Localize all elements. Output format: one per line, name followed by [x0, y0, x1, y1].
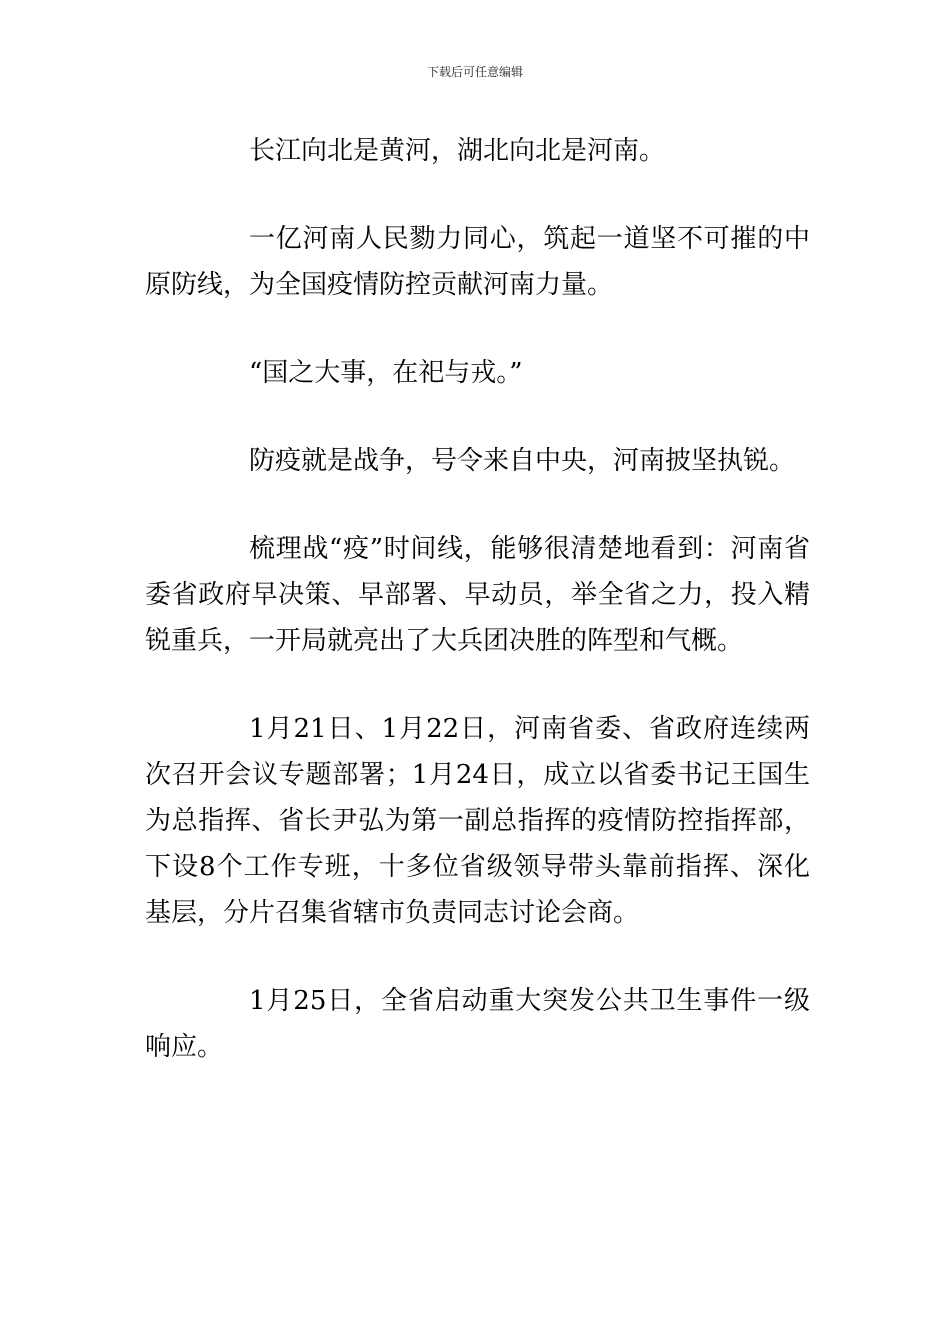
paragraph: 1月21日、1月22日，河南省委、省政府连续两次召开会议专题部署；1月24日，成立以省委书记王国生为总指挥、省长尹弘为第一副总指挥的疫情防控指挥部，下设8个工作专班，十多位省级领导带头靠前指挥、深化基层，分片召集省辖市负责同志讨论会商。 — [145, 714, 810, 928]
paragraph: 梳理战“疫”时间线，能够很清楚地看到：河南省委省政府早决策、早部署、早动员，举全省之力，投入精锐重兵，一开局就亮出了大兵团决胜的阵型和气概。 — [145, 534, 810, 656]
paragraph: 一亿河南人民勠力同心，筑起一道坚不可摧的中原防线，为全国疫情防控贡献河南力量。 — [145, 224, 810, 300]
header-note: 下载后可任意编辑 — [426, 65, 523, 79]
paragraph: “国之大事，在祀与戎。” — [249, 358, 523, 388]
paragraph: 防疫就是战争，号令来自中央，河南披坚执锐。 — [249, 446, 796, 476]
paragraph: 1月25日，全省启动重大突发公共卫生事件一级响应。 — [145, 986, 810, 1062]
paragraph: 长江向北是黄河，湖北向北是河南。 — [249, 136, 666, 166]
document-body — [145, 128, 810, 1070]
